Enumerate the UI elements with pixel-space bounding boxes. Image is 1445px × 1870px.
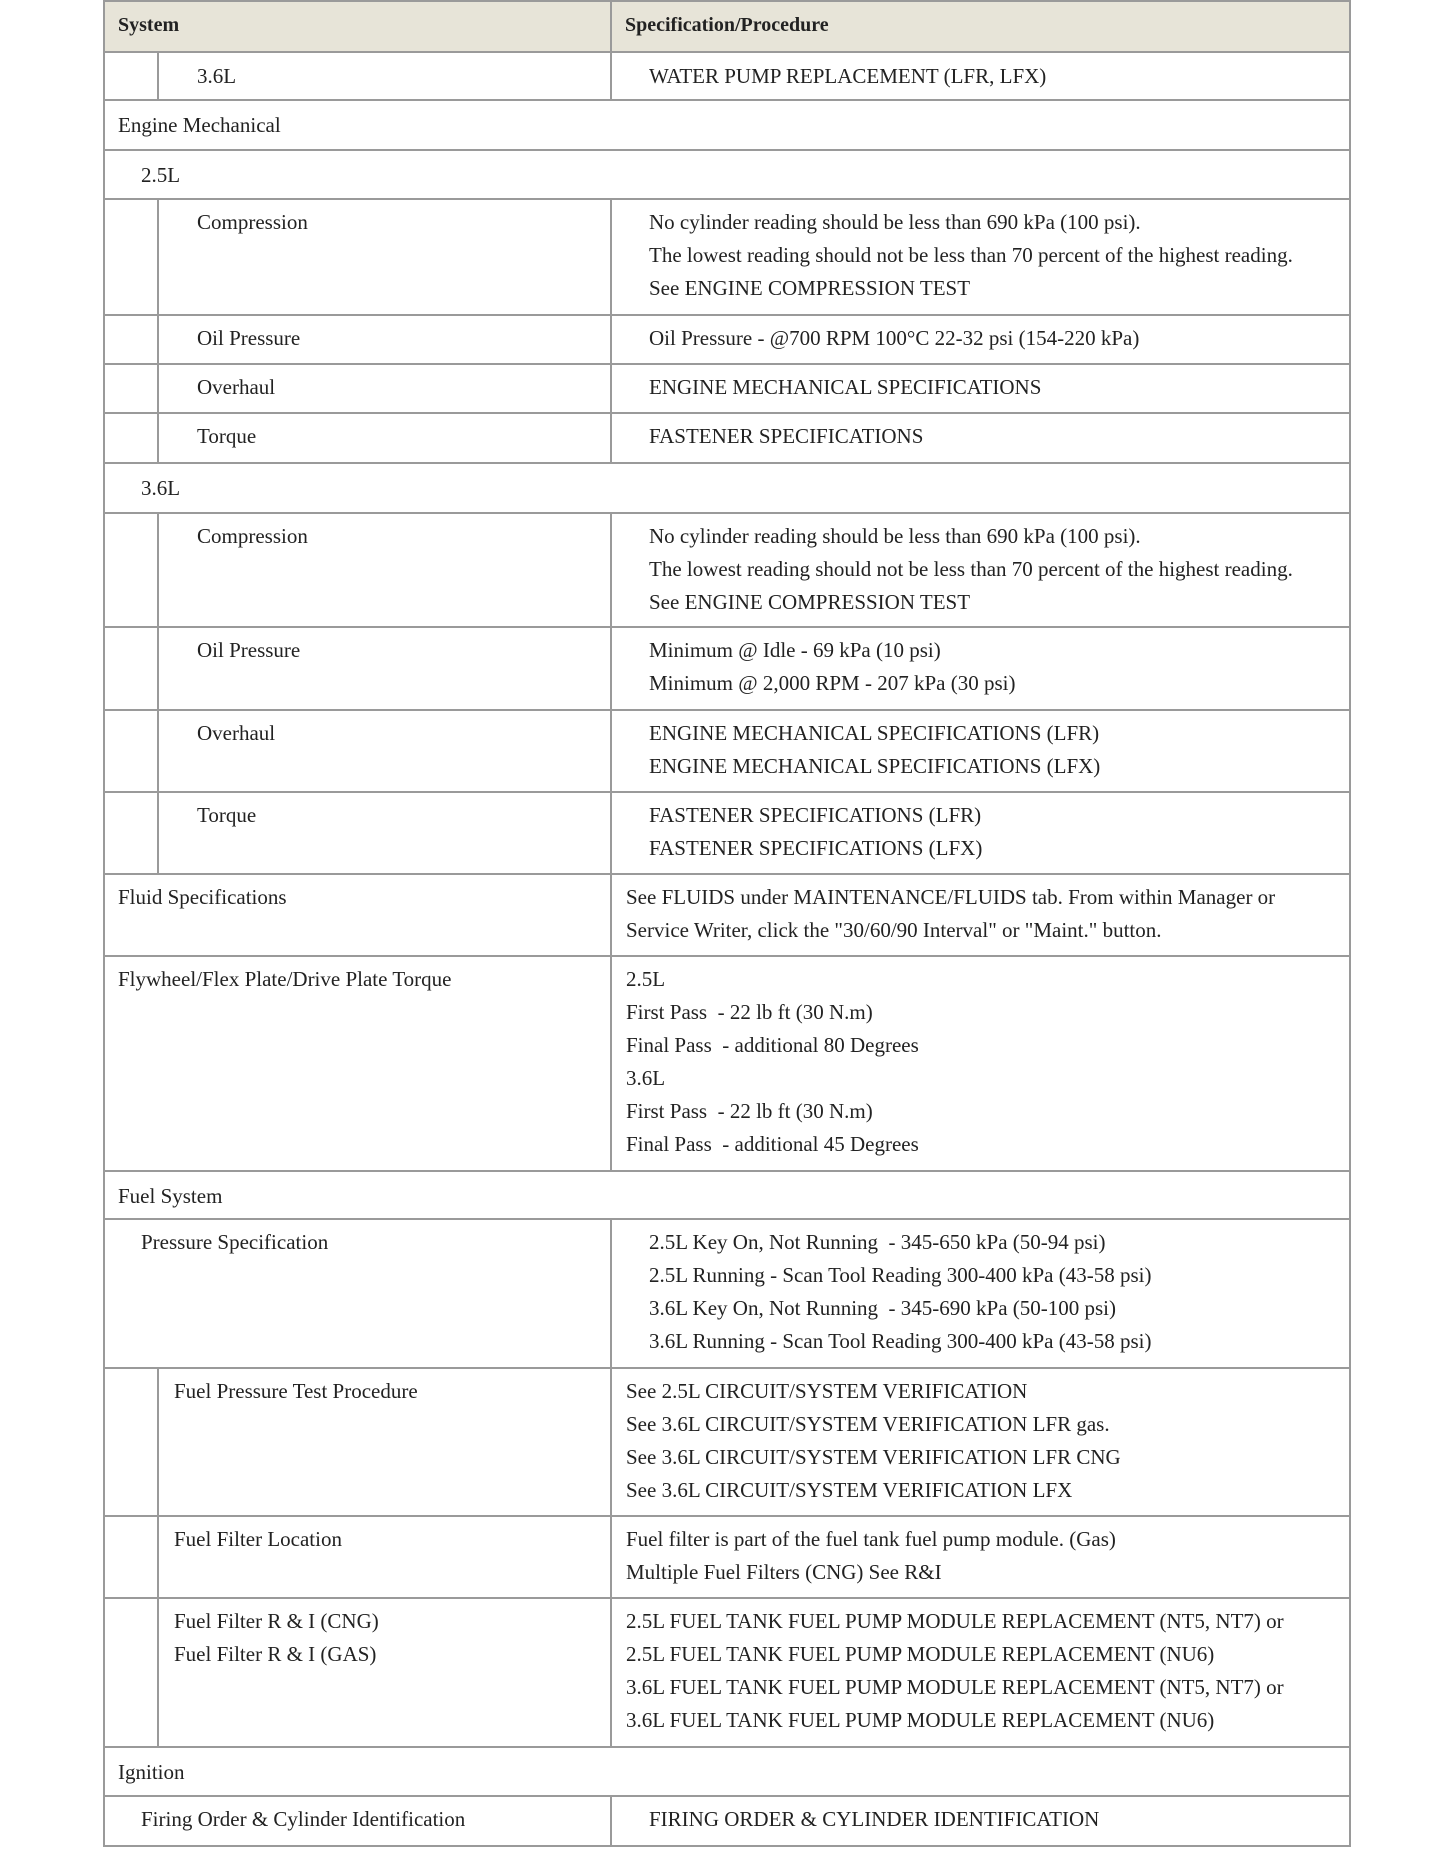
table-row — [105, 51, 1349, 99]
spec-link[interactable]: FASTENER SPECIFICATIONS — [649, 424, 924, 448]
spec-link[interactable]: ENGINE MECHANICAL SPECIFICATIONS (LFX) — [649, 754, 1101, 778]
row-label: Torque — [197, 803, 257, 827]
row-label: 3.6L — [197, 64, 237, 88]
row-label: Fluid Specifications — [118, 885, 287, 909]
table-row — [105, 198, 1349, 314]
spec-line: First Pass - 22 lb ft (30 N.m) — [626, 1099, 873, 1123]
spec-link[interactable]: 2.5L FUEL TANK FUEL PUMP MODULE REPLACEMENT (NU6) — [626, 1642, 1215, 1666]
spec-line: WATER PUMP REPLACEMENT (LFR, LFX) — [649, 64, 1047, 88]
spec-line: First Pass - 22 lb ft (30 N.m) — [626, 1000, 873, 1024]
row-label: Fuel Pressure Test Procedure — [174, 1379, 418, 1403]
spec-link[interactable]: 3.6L FUEL TANK FUEL PUMP MODULE REPLACEMENT (NU6) — [626, 1708, 1215, 1732]
table-row — [105, 512, 1349, 626]
row-label: Overhaul — [197, 375, 276, 399]
spec-line: No cylinder reading should be less than 690 kPa (100 psi). — [649, 210, 1141, 234]
spec-line: Service Writer, click the "30/60/90 Interval" or "Maint." button. — [626, 918, 1162, 942]
table-row — [105, 1795, 1349, 1845]
spec-line: The lowest reading should not be less than 70 percent of the highest reading. — [649, 557, 1293, 581]
spec-line: Final Pass - additional 80 Degrees — [626, 1033, 919, 1057]
row-label: Firing Order & Cylinder Identification — [141, 1807, 466, 1831]
spec-line: 2.5L Running - Scan Tool Reading 300-400 kPa (43-58 psi) — [649, 1263, 1152, 1287]
spec-link[interactable]: ENGINE MECHANICAL SPECIFICATIONS (LFR) — [649, 721, 1100, 745]
row-label: Compression — [197, 524, 308, 548]
row-label: Overhaul — [197, 721, 276, 745]
spec-link[interactable]: See 3.6L CIRCUIT/SYSTEM VERIFICATION LFX — [626, 1478, 1073, 1502]
table-row — [105, 1367, 1349, 1515]
table-row — [105, 873, 1349, 955]
table-row — [105, 412, 1349, 462]
spec-link[interactable]: FASTENER SPECIFICATIONS (LFR) — [649, 803, 982, 827]
header-system: System — [105, 2, 612, 51]
spec-line: See FLUIDS under MAINTENANCE/FLUIDS tab. From within Manager or — [626, 885, 1276, 909]
spec-link[interactable]: 3.6L FUEL TANK FUEL PUMP MODULE REPLACEMENT (NT5, NT7) or — [626, 1675, 1284, 1699]
subsection-3-6l: 3.6L — [141, 476, 181, 500]
row-label: Compression — [197, 210, 308, 234]
table-row — [105, 791, 1349, 873]
subsection-row — [105, 462, 1349, 512]
spec-line: The lowest reading should not be less than 70 percent of the highest reading. — [649, 243, 1293, 267]
spec-link[interactable]: See 3.6L CIRCUIT/SYSTEM VERIFICATION LFR CNG — [626, 1445, 1121, 1469]
spec-link[interactable]: 2.5L FUEL TANK FUEL PUMP MODULE REPLACEMENT (NT5, NT7) or — [626, 1609, 1284, 1633]
spec-line: Final Pass - additional 45 Degrees — [626, 1132, 919, 1156]
table-row — [105, 1515, 1349, 1597]
table-header — [105, 0, 1349, 51]
spec-line: No cylinder reading should be less than 690 kPa (100 psi). — [649, 524, 1141, 548]
section-row — [105, 99, 1349, 149]
spec-line: Fuel filter is part of the fuel tank fuel pump module. (Gas) — [626, 1527, 1116, 1551]
spec-table — [103, 0, 1351, 1847]
row-label: Oil Pressure — [197, 326, 301, 350]
table-row — [105, 955, 1349, 1170]
spec-link[interactable]: ENGINE MECHANICAL SPECIFICATIONS — [649, 375, 1042, 399]
spec-link[interactable]: See 3.6L CIRCUIT/SYSTEM VERIFICATION LFR gas. — [626, 1412, 1110, 1436]
row-label: Fuel Filter R & I (CNG) — [174, 1609, 379, 1633]
table-row — [105, 1597, 1349, 1746]
table-row — [105, 314, 1349, 363]
section-row — [105, 1746, 1349, 1795]
spec-line: Minimum @ 2,000 RPM - 207 kPa (30 psi) — [649, 671, 1016, 695]
row-label: Fuel Filter R & I (GAS) — [174, 1642, 377, 1666]
table-row — [105, 363, 1349, 412]
spec-line: See ENGINE COMPRESSION TEST — [649, 276, 971, 300]
spec-link[interactable]: FASTENER SPECIFICATIONS (LFX) — [649, 836, 983, 860]
header-specification: Specification/Procedure — [625, 14, 829, 36]
spec-line: Minimum @ Idle - 69 kPa (10 psi) — [649, 638, 941, 662]
row-label: Pressure Specification — [141, 1230, 329, 1254]
table-row — [105, 1218, 1349, 1367]
table-row — [105, 709, 1349, 791]
section-engine-mechanical: Engine Mechanical — [118, 113, 281, 137]
spec-line: 3.6L — [626, 1066, 666, 1090]
row-label: Oil Pressure — [197, 638, 301, 662]
spec-link[interactable]: See 2.5L CIRCUIT/SYSTEM VERIFICATION — [626, 1379, 1028, 1403]
spec-line: Oil Pressure - @700 RPM 100°C 22-32 psi (154-220 kPa) — [649, 326, 1140, 350]
spec-line: 2.5L Key On, Not Running - 345-650 kPa (50-94 psi) — [649, 1230, 1106, 1254]
spec-line: See ENGINE COMPRESSION TEST — [649, 590, 971, 614]
spec-line: 2.5L — [626, 967, 666, 991]
row-label: Torque — [197, 424, 257, 448]
section-row — [105, 1170, 1349, 1218]
section-fuel-system: Fuel System — [118, 1184, 223, 1208]
spec-line: 3.6L Running - Scan Tool Reading 300-400 kPa (43-58 psi) — [649, 1329, 1152, 1353]
spec-line: Multiple Fuel Filters (CNG) See R&I — [626, 1560, 942, 1584]
subsection-row — [105, 149, 1349, 198]
subsection-2-5l: 2.5L — [141, 163, 181, 187]
row-label: Flywheel/Flex Plate/Drive Plate Torque — [118, 967, 452, 991]
spec-link[interactable]: FIRING ORDER & CYLINDER IDENTIFICATION — [649, 1807, 1100, 1831]
section-ignition: Ignition — [118, 1760, 185, 1784]
table-row — [105, 626, 1349, 709]
row-label: Fuel Filter Location — [174, 1527, 342, 1551]
spec-line: 3.6L Key On, Not Running - 345-690 kPa (50-100 psi) — [649, 1296, 1117, 1320]
